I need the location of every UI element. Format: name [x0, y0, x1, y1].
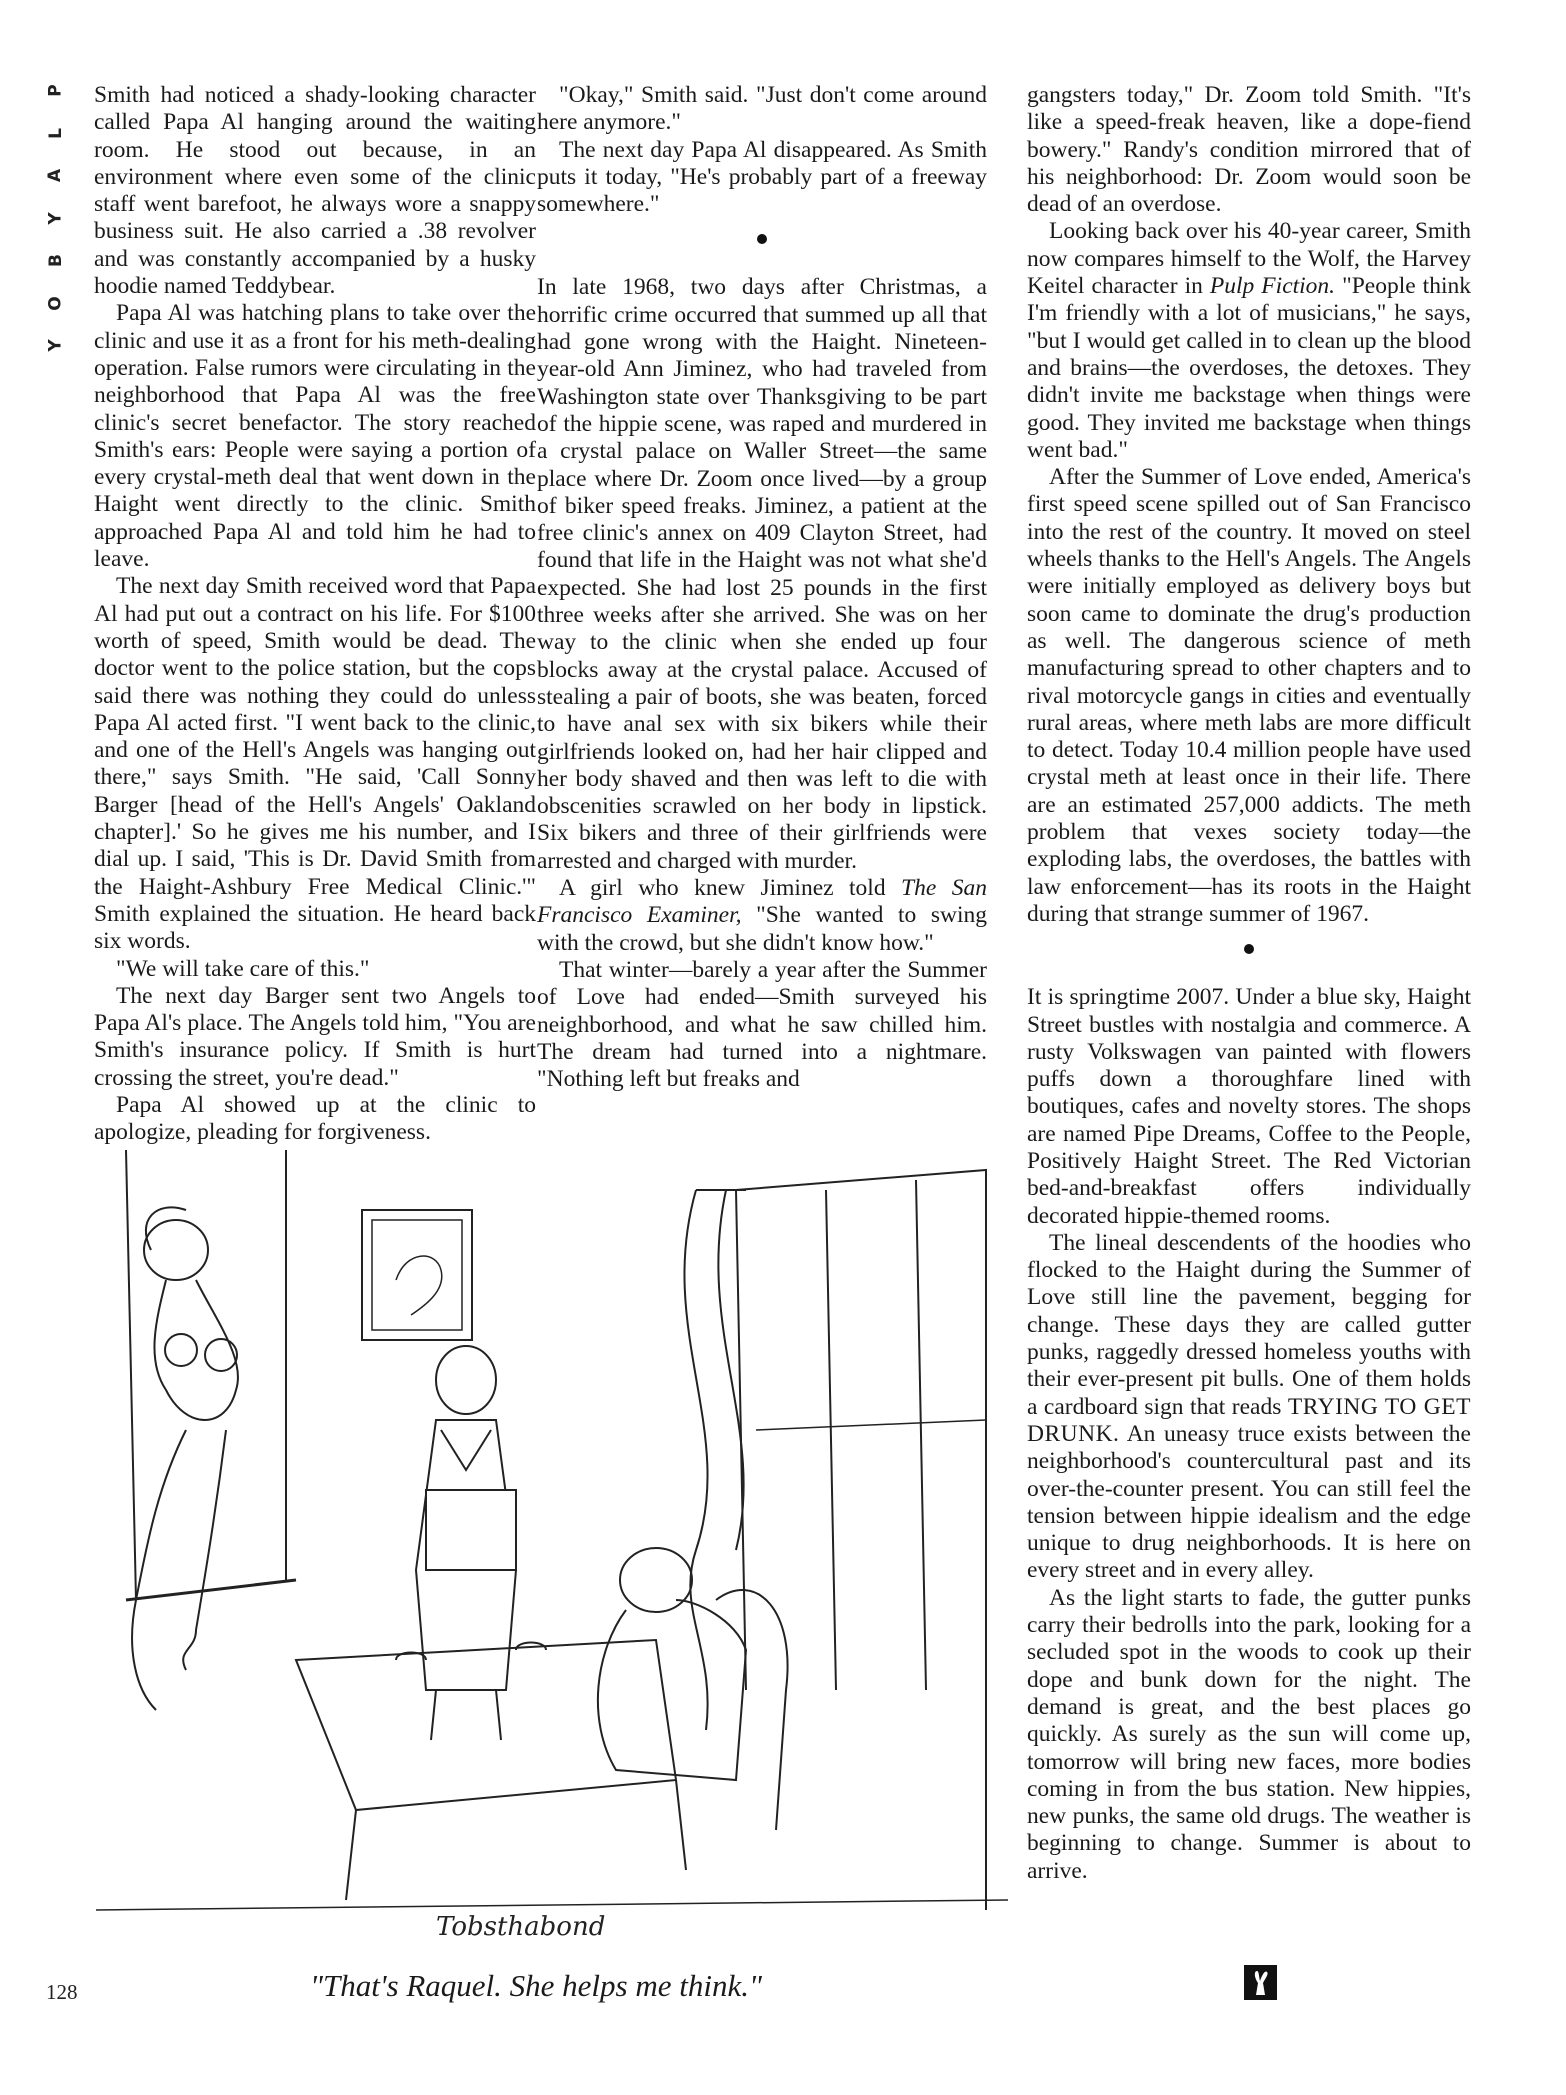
paragraph: "Okay," Smith said. "Just don't come around here anymore.": [537, 82, 987, 136]
text-run: "People think I'm friendly with a lot of musicians," he says, "but I would get called in to clean up the blood and brains—the overdoses, the detoxes. They didn't invite me backstage when things were good. They invited me backstage when things went bad.": [1027, 273, 1471, 463]
masthead-letter: L: [45, 127, 66, 139]
paragraph: In late 1968, two days after Christmas, a horrific crime occurred that summed up all that had gone wrong with the Haight. Nineteen-year-old Ann Jiminez, who had traveled from Washington state over Thanksgiving to be part of the hippie scene, was raped and murdered in a crystal palace on Waller Street—the same place where Dr. Zoom once lived—by a group of biker speed freaks. Jiminez, a patient at the free clinic's annex on 409 Clayton Street, had found that life in the Haight was not what she'd expected. She had lost 25 pounds in the first three weeks after she arrived. She was on her way to the clinic when she ended up four blocks away at the crystal palace. Accused of stealing a pair of boots, she was beaten, forced to have anal sex with six bikers while their girlfriends looked on, had her hair clipped and her body shaved and then was left to die with obscenities scrawled on her body in lipstick. Six bikers and three of their girlfriends were arrested and charged with murder.: [537, 274, 987, 874]
woman-figure-icon: [132, 1207, 238, 1710]
window-icon: [736, 1170, 986, 1910]
text-run: An uneasy truce exists between the neighborhood's countercultural past and its over-the-counter present. You can still feel the tension between hippie idealism and the edge unique to drug neighborhoods. It is here on every street and in every alley.: [1027, 1420, 1471, 1584]
article-column-3: [1027, 82, 1471, 1885]
masthead-letter: B: [45, 254, 66, 267]
paragraph: It is springtime 2007. Under a blue sky, Haight Street bustles with nostalgia and commerce. A rusty Volkswagen van painted with flowers puffs down a thoroughfare lined with boutiques, cafes and novelty stores. The shops are named Pipe Dreams, Coffee to the People, Positively Haight Street. The Red Victorian bed-and-breakfast offers individually decorated hippie-themed rooms.: [1027, 984, 1471, 1229]
paragraph: That winter—barely a year after the Summer of Love had ended—Smith surveyed his neighborhood, and what he saw chilled him. The dream had turned into a nightmare. "Nothing left but freaks and: [537, 956, 987, 1093]
text-run: Looking back over his 40-year career, Smith now compares himself to the Wolf, the Harvey Keitel character in: [1027, 218, 1471, 300]
paragraph: [1027, 218, 1471, 464]
text-run: The lineal descendents of the hoodies who flocked to the Haight during the Summer of Love still line the pavement, begging for change. These days they are called gutter punks, raggedly dressed homeless youths with their ever-present pit bulls. One of them holds a cardboard sign that reads: [1027, 1229, 1471, 1420]
page-number: 128: [46, 1980, 78, 2004]
paragraph: [537, 875, 987, 957]
cartoon-caption: "That's Raquel. She helps me think.": [310, 1968, 762, 2003]
paragraph: [1027, 1230, 1471, 1585]
masthead-letter: Y: [45, 211, 66, 225]
paragraph: The next day Smith received word that Papa Al had put out a contract on his life. For $100 worth of speed, Smith would be dead. The doctor went to the police station, but the cops said there was nothing they could do unless Papa Al acted first. "I went back to the clinic, and one of the Hell's Angels was hanging out there," says Smith. "He said, 'Call Sonny Barger [head of the Hell's Angels' Oakland chapter].' So he gives me his number, and I dial up. I said, 'This is Dr. David Smith from the Haight-Ashbury Free Medical Clinic.'" Smith explained the situation. He heard back six words.: [94, 573, 536, 955]
bunny-logo-icon: [1244, 1965, 1277, 2000]
cartoonist-signature: Tobsthabond: [436, 1912, 606, 1942]
playboy-masthead: [44, 82, 68, 354]
article-column-1: [94, 82, 536, 1147]
cartoon-illustration: [96, 1130, 1008, 1956]
floor-line: [96, 1900, 1008, 1910]
wall-picture-icon: [362, 1210, 472, 1340]
paragraph: gangsters today," Dr. Zoom told Smith. "It's like a speed-freak heaven, like a dope-fiend bowery." Randy's condition mirrored that of his neighborhood: Dr. Zoom would soon be dead of an overdose.: [1027, 82, 1471, 218]
paragraph: "We will take care of this.": [116, 955, 370, 982]
paragraph: Papa Al was hatching plans to take over the clinic and use it as a front for his meth-dealing operation. False rumors were circulating in the neighborhood that Papa Al was the free clinic's secret benefactor. The story reached Smith's ears: People were saying a portion of every crystal-meth deal that went down in the Haight went directly to the clinic. Smith approached Papa Al and told him he had to leave.: [94, 300, 536, 573]
section-break: [1027, 928, 1471, 974]
masthead-letter: A: [45, 168, 66, 183]
paragraph: Smith had noticed a shady-looking character called Papa Al hanging around the waiting room. He stood out because, in an environment where even some of the clinic staff went barefoot, he always wore a snappy business suit. He also carried a .38 revolver and was constantly accompanied by a husky hoodie named Teddybear.: [94, 82, 536, 300]
film-title: Pulp Fiction.: [1209, 273, 1336, 300]
seated-man-figure-icon: [598, 1548, 788, 1830]
standing-man-figure-icon: [416, 1346, 516, 1740]
paragraph: The next day Papa Al disappeared. As Smith puts it today, "He's probably part of a freeway somewhere.": [537, 136, 987, 218]
playboy-bunny-icon: [1244, 1965, 1277, 2000]
section-bullet-icon: [757, 234, 767, 244]
paragraph: After the Summer of Love ended, America's first speed scene spilled out of San Francisco into the rest of the country. It moved on steel wheels thanks to the Hell's Angels. The Angels were initially employed as delivery boys but soon came to dominate the drug's production as well. The dangerous science of meth manufacturing spread to other chapters and to rival motorcycle gangs in cities and eventually rural areas, where meth labs are more difficult to detect. Today 10.4 million people have used crystal meth at least once in their life. There are an estimated 257,000 addicts. The meth problem that vexes society today—the exploding labs, the overdoses, the battles with law enforcement—has its roots in the Haight during that strange summer of 1967.: [1027, 464, 1471, 927]
masthead-letter: P: [45, 84, 66, 97]
article-column-2: [537, 82, 987, 1093]
text-run: A girl who knew Jiminez told: [559, 875, 902, 902]
publication-title: The San Francisco Examiner,: [537, 875, 987, 929]
sign-text: TRYING TO GET DRUNK.: [1027, 1393, 1471, 1447]
masthead-letter: Y: [45, 339, 66, 352]
section-bullet-icon: [1244, 944, 1254, 954]
section-break: [537, 218, 987, 264]
paragraph: Papa Al showed up at the clinic to apologize, pleading for forgiveness.: [94, 1091, 536, 1146]
masthead-letter: O: [45, 295, 66, 311]
paragraph: As the light starts to fade, the gutter punks carry their bedrolls into the park, looking for a secluded spot in the woods to cook up their dope and bunk down for the night. The demand is great, and the best places go quickly. As surely as the sun will come up, tomorrow will bring new faces, more bodies coming in from the bus station. New hippies, new punks, the same old drugs. The weather is beginning to change. Summer is about to arrive.: [1027, 1584, 1471, 1884]
paragraph: The next day Barger sent two Angels to Papa Al's place. The Angels told him, "You are Smith's insurance policy. If Smith is hurt crossing the street, you're dead.": [94, 982, 536, 1091]
text-run: "She wanted to swing with the crowd, but she didn't know how.": [537, 902, 987, 956]
